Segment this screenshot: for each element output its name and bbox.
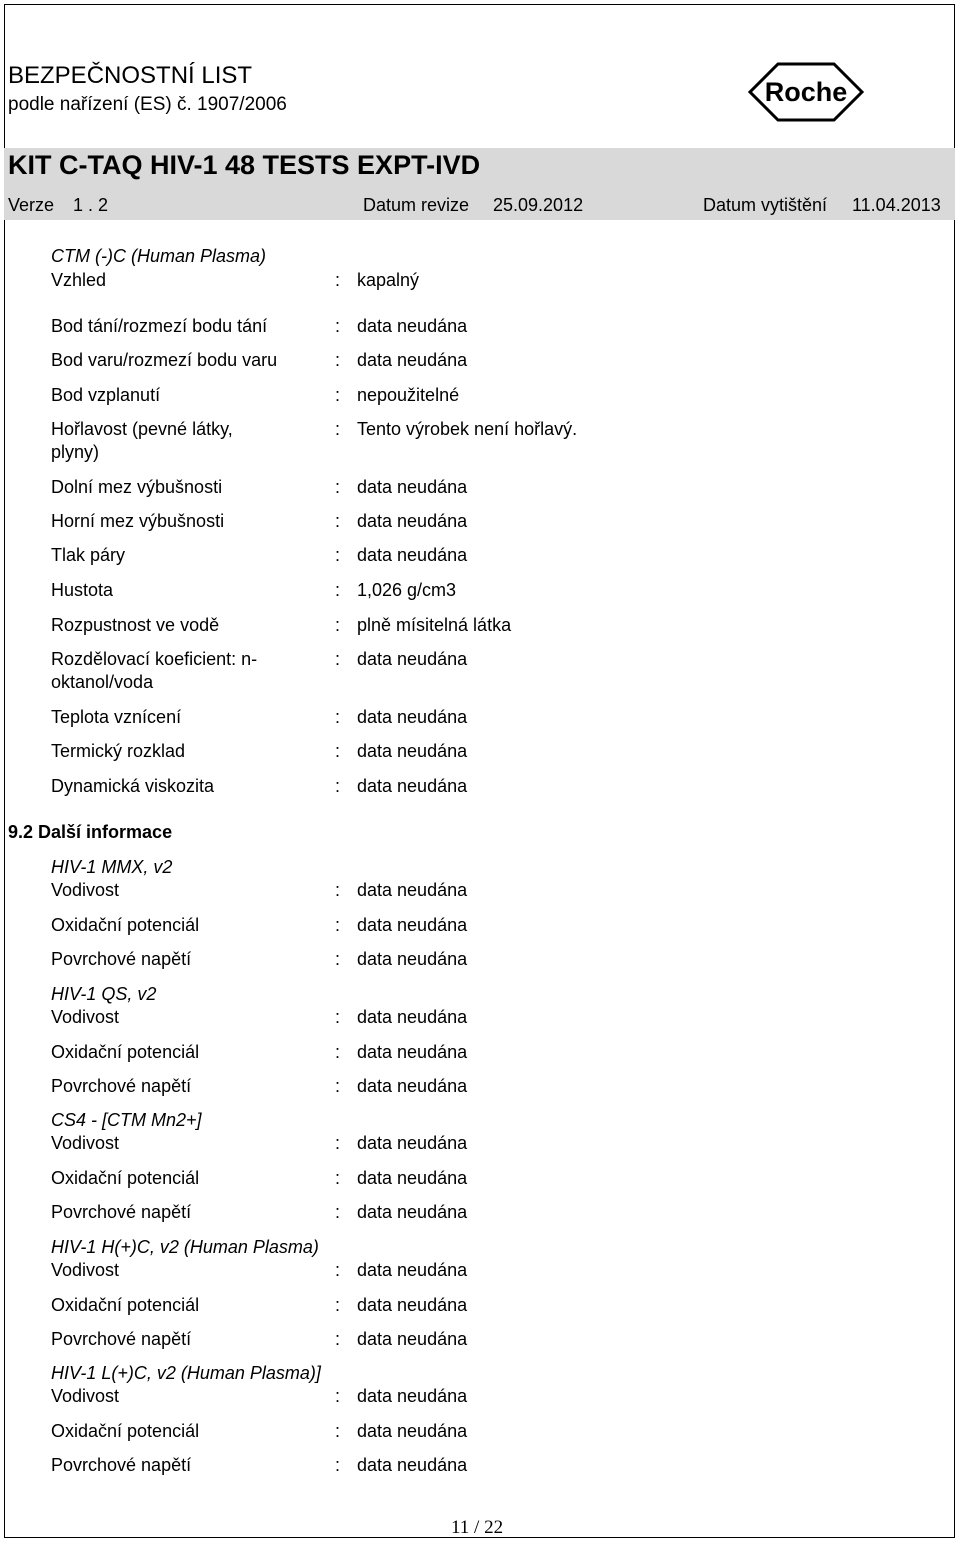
separator: : [335,385,341,405]
property-label: Povrchové napětí [51,1202,192,1222]
property-value: data neudána [357,316,468,336]
property-value: data neudána [357,1455,468,1475]
property-label: Vodivost [51,1007,120,1027]
group-title: HIV-1 H(+)C, v2 (Human Plasma) [51,1237,319,1257]
property-label: Teplota vznícení [51,707,182,727]
separator: : [335,1076,341,1096]
version-value: 1 . 2 [73,195,109,215]
separator: : [335,707,341,727]
property-value: data neudána [357,649,468,669]
property-label: Vodivost [51,880,120,900]
property-label: Tlak páry [51,545,126,565]
group-title: HIV-1 L(+)C, v2 (Human Plasma)] [51,1363,321,1383]
property-value: data neudána [357,1076,468,1096]
separator: : [335,1042,341,1062]
property-value: data neudána [357,545,468,565]
property-value: data neudána [357,1133,468,1153]
group-title: HIV-1 MMX, v2 [51,857,173,877]
property-value: data neudána [357,477,468,497]
separator: : [335,1329,341,1349]
document-title: BEZPEČNOSTNÍ LIST [8,62,253,89]
separator: : [335,1168,341,1188]
property-value: data neudána [357,1386,468,1406]
separator: : [335,1421,341,1441]
property-value: data neudána [357,1168,468,1188]
separator: : [335,880,341,900]
group-title: CTM (-)C (Human Plasma) [51,246,267,266]
print-label: Datum vytištění [703,195,828,215]
property-label: Vodivost [51,1260,120,1280]
property-label: Dolní mez výbušnosti [51,477,223,497]
version-label: Verze [8,195,55,215]
separator: : [335,350,341,370]
separator: : [335,915,341,935]
property-label: Povrchové napětí [51,1329,192,1349]
separator: : [335,1260,341,1280]
property-label: Oxidační potenciál [51,1421,200,1441]
separator: : [335,1386,341,1406]
roche-logo [748,62,864,122]
property-label: Povrchové napětí [51,949,192,969]
revision-label: Datum revize [363,195,470,215]
property-value: plně mísitelná látka [357,615,512,635]
document-subtitle: podle nařízení (ES) č. 1907/2006 [8,94,287,115]
separator: : [335,949,341,969]
section-heading: 9.2 Další informace [8,822,173,842]
separator: : [335,511,341,531]
property-value: data neudána [357,350,468,370]
property-value: data neudána [357,1295,468,1315]
property-label-continued: oktanol/voda [51,672,154,692]
property-label: Horní mez výbušnosti [51,511,225,531]
property-value: data neudána [357,707,468,727]
separator: : [335,545,341,565]
property-value: data neudána [357,915,468,935]
separator: : [335,270,341,290]
separator: : [335,1007,341,1027]
property-value: data neudána [357,1202,468,1222]
separator: : [335,1455,341,1475]
property-label: Oxidační potenciál [51,1168,200,1188]
property-label-continued: plyny) [51,442,100,462]
property-label: Bod vzplanutí [51,385,161,405]
property-label: Povrchové napětí [51,1076,192,1096]
property-label: Bod varu/rozmezí bodu varu [51,350,278,370]
property-label: Vzhled [51,270,107,290]
logo-text: Roche [764,77,848,107]
property-value: data neudána [357,1329,468,1349]
separator: : [335,776,341,796]
property-value: data neudána [357,949,468,969]
property-value: data neudána [357,776,468,796]
property-value: data neudána [357,1007,468,1027]
property-label: Povrchové napětí [51,1455,192,1475]
property-value: data neudána [357,1421,468,1441]
separator: : [335,649,341,669]
property-label: Hustota [51,580,114,600]
separator: : [335,1133,341,1153]
property-value: data neudána [357,1260,468,1280]
separator: : [335,316,341,336]
property-label: Vodivost [51,1133,120,1153]
property-label: Rozpustnost ve vodě [51,615,220,635]
property-value: data neudána [357,511,468,531]
property-label: Bod tání/rozmezí bodu tání [51,316,268,336]
property-label: Oxidační potenciál [51,1042,200,1062]
property-value: 1,026 g/cm3 [357,580,457,600]
separator: : [335,580,341,600]
group-title: CS4 - [CTM Mn2+] [51,1110,202,1130]
separator: : [335,615,341,635]
property-value: data neudána [357,880,468,900]
property-value: data neudána [357,1042,468,1062]
product-name: KIT C-TAQ HIV-1 48 TESTS EXPT-IVD [8,150,481,180]
property-label: Vodivost [51,1386,120,1406]
property-label: Oxidační potenciál [51,1295,200,1315]
property-value: nepoužitelné [357,385,460,405]
separator: : [335,1295,341,1315]
property-label: Hořlavost (pevné látky, [51,419,233,439]
group-title: HIV-1 QS, v2 [51,984,157,1004]
separator: : [335,477,341,497]
property-value: kapalný [357,270,420,290]
separator: : [335,741,341,761]
page-number: 11 / 22 [451,1517,504,1538]
separator: : [335,419,341,439]
property-label: Oxidační potenciál [51,915,200,935]
property-label: Dynamická viskozita [51,776,215,796]
property-label: Rozdělovací koeficient: n- [51,649,258,669]
property-value: data neudána [357,741,468,761]
property-label: Termický rozklad [51,741,186,761]
property-value: Tento výrobek není hořlavý. [357,419,578,439]
separator: : [335,1202,341,1222]
revision-date: 25.09.2012 [493,195,584,215]
print-date: 11.04.2013 [852,195,941,215]
